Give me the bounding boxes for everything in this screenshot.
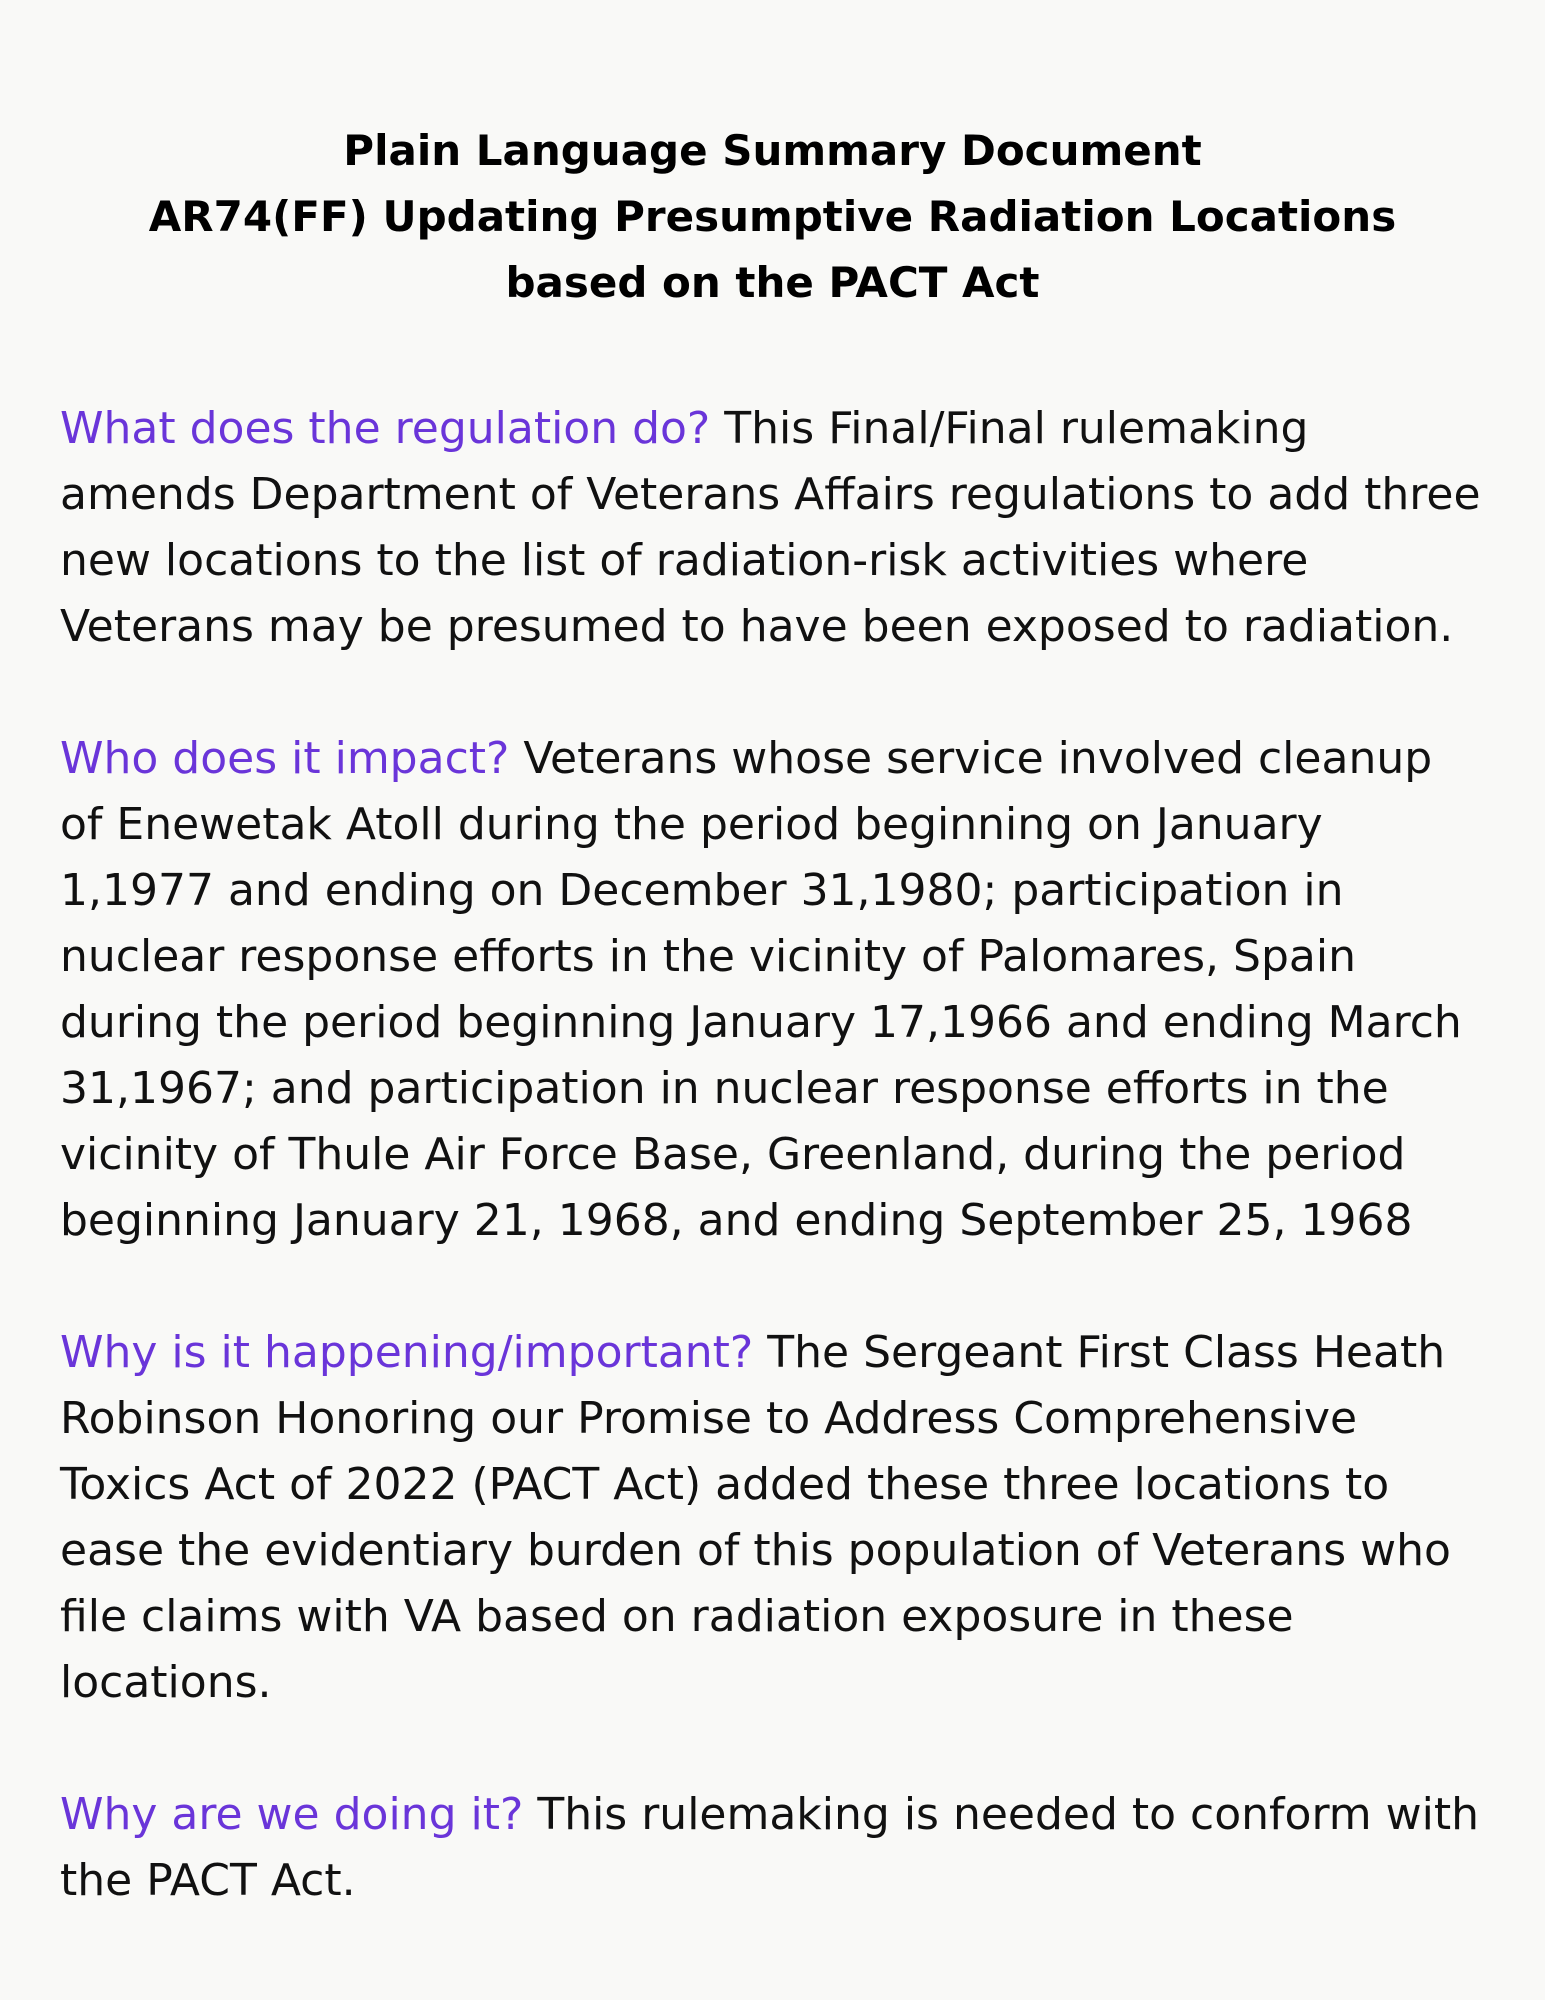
section-answer: The Sergeant First Class Heath Robinson Honoring our Promise to Address Comprehensive Toxics Act of 2022 (PACT Act) added these three locations to ease the evidentiary burden of this population of Veterans who file claims with VA based on radiation exposure in these locations.: [60, 1327, 1451, 1708]
section-answer: This rulemaking is needed to conform with the PACT Act.: [60, 1789, 1479, 1906]
section-question: Why is it happening/important?: [60, 1327, 754, 1378]
section-question: Who does it impact?: [60, 733, 510, 784]
section-answer: Veterans whose service involved cleanup of Enewetak Atoll during the period beginning on January 1,1977 and ending on December 31,1980; participation in nuclear response efforts in the vicinity of Palomares, Spain during the period beginning January 17,1966 and ending March 31,1967; and participation in nuclear response efforts in the vicinity of Thule Air Force Base, Greenland, during the period beginning January 21, 1968, and ending September 25, 1968: [60, 733, 1462, 1246]
section-why-doing: [60, 1782, 1485, 1914]
title-line-3: based on the PACT Act: [505, 258, 1040, 307]
title-line-2: AR74(FF) Updating Presumptive Radiation Locations: [148, 192, 1397, 241]
section-what: [60, 396, 1485, 660]
section-answer: This Final/Final rulemaking amends Department of Veterans Affairs regulations to add three new locations to the list of radiation-risk activities where Veterans may be presumed to have been exposed to radiation.: [60, 403, 1481, 652]
document-title: [60, 118, 1485, 316]
section-question: Why are we doing it?: [60, 1789, 524, 1840]
section-question: What does the regulation do?: [60, 403, 711, 454]
title-line-1: Plain Language Summary Document: [343, 126, 1202, 175]
section-who: [60, 726, 1485, 1254]
section-why-important: [60, 1320, 1485, 1716]
